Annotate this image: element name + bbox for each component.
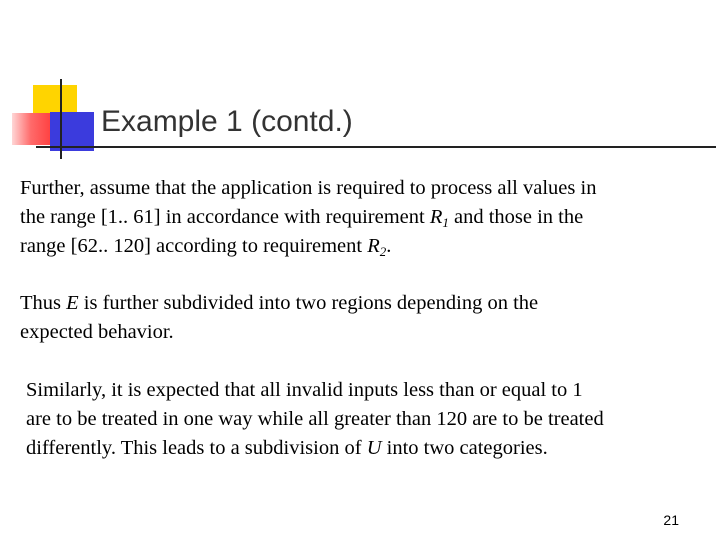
p2-line-1: Thus E is further subdivided into two regions depending on the — [20, 292, 539, 314]
p3-line-2: are to be treated in one way while all greater than 120 are to be treated — [26, 408, 604, 430]
paragraph-requirements — [20, 174, 596, 261]
requirement-r2: $R_2$ — [367, 235, 387, 259]
requirement-r1: $R_1$ — [429, 206, 449, 230]
set-e: E — [66, 292, 79, 314]
slide-title: Example 1 (contd.) — [101, 105, 353, 138]
p3-line-1: Similarly, it is expected that all invalid inputs less than or equal to 1 — [26, 379, 583, 401]
paragraph-invalid-inputs — [26, 376, 604, 463]
title-underline — [36, 146, 716, 148]
p1-line-3: range [62.. 120] according to requirement $R_2$. — [20, 235, 392, 259]
p2-line-2: expected behavior. — [20, 321, 174, 343]
p3-line-3: differently. This leads to a subdivision of U into two categories. — [26, 437, 548, 459]
set-u: U — [366, 437, 382, 459]
decor-red-square — [12, 113, 54, 145]
paragraph-subdivision — [20, 289, 538, 347]
p1-line-2: the range [1.. 61] in accordance with requirement $R_1$ and those in the — [20, 206, 584, 230]
p1-line-1: Further, assume that the application is required to process all values in — [20, 177, 597, 199]
page-number: 21 — [663, 512, 679, 528]
